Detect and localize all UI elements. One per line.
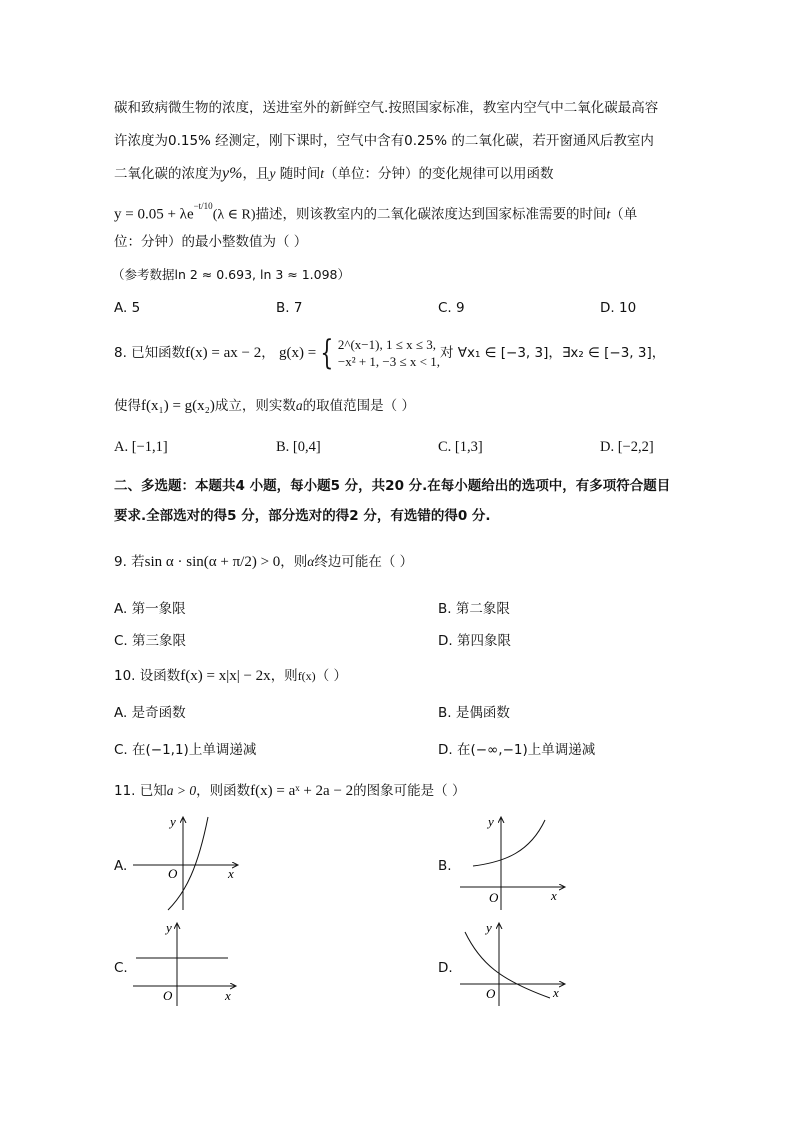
x-label: x xyxy=(225,988,231,1003)
q11-stem: 11. 已知a > 0，则函数f(x) = aˣ + 2a − 2的图象可能是（ ） xyxy=(114,783,466,799)
q7-option-c[interactable]: C. 9 xyxy=(438,300,465,316)
origin-label: O xyxy=(486,986,496,1001)
q11-graph-a[interactable] xyxy=(128,812,248,912)
q9-option-a[interactable]: A. 第一象限 xyxy=(114,601,186,617)
q9-expr: sin α · sin(α + π/2) > 0 xyxy=(144,554,281,570)
q8-option-c[interactable]: C. [1,3] xyxy=(438,439,483,455)
q10-option-b[interactable]: B. 是偶函数 xyxy=(438,705,510,721)
q7-line3: 二氧化碳的浓度为y%，且y 随时间t（单位：分钟）的变化规律可以用函数 xyxy=(114,165,554,182)
x-label: x xyxy=(553,985,559,1000)
origin-label: O xyxy=(489,890,499,905)
q7-y-percent: y% xyxy=(222,165,243,182)
q10-stem: 10. 设函数f(x) = x|x| − 2x，则f(x)（ ） xyxy=(114,668,347,684)
origin-label: O xyxy=(168,866,178,881)
q9-stem: 9. 若sin α · sin(α + π/2) > 0，则α终边可能在（ ） xyxy=(114,554,414,570)
q7-option-a[interactable]: A. 5 xyxy=(114,300,141,316)
q11-f-def: f(x) = aˣ + 2a − 2 xyxy=(250,783,354,799)
q11-option-a-label[interactable]: A. xyxy=(114,858,128,874)
q8-option-b[interactable]: B. [0,4] xyxy=(276,439,321,455)
q7-line5: 位：分钟）的最小整数值为（ ） xyxy=(114,234,308,250)
q8-stem: 8. 已知函数f(x) = ax − 2， g(x) = { 2^(x−1), 1 ≤ x ≤ 3, −x² + 1, −3 ≤ x < 1,对 ∀x₁ ∈ [−3, 3]，∃x₂ ∈ [−3, 3]， xyxy=(114,333,666,373)
q11-option-b-label[interactable]: B. xyxy=(438,858,452,874)
q11-graph-d[interactable] xyxy=(455,918,575,1008)
q7-formula: y = 0.05 + λe xyxy=(114,206,194,223)
q7-line2: 许浓度为0.15% 经测定，刚下课时，空气中含有0.25% 的二氧化碳，若开窗通风后教室内 xyxy=(114,133,654,149)
q11-option-c-label[interactable]: C. xyxy=(114,960,128,976)
q8-eq: f(x₁) = g(x₂) xyxy=(141,398,215,414)
q10-option-c[interactable]: C. 在(−1,1)上单调递减 xyxy=(114,742,257,758)
q8-brace: { xyxy=(320,333,334,373)
y-label: y xyxy=(166,920,172,935)
q8-option-a[interactable]: A. [−1,1] xyxy=(114,439,168,455)
y-label: y xyxy=(170,814,176,829)
q7-formula-exponent: −t/10 xyxy=(193,201,213,211)
curve xyxy=(168,817,208,910)
q8-g-cases: 2^(x−1), 1 ≤ x ≤ 3, −x² + 1, −3 ≤ x < 1, xyxy=(337,337,440,369)
curve xyxy=(473,820,545,866)
q7-line4: $y = 0.05 + \lambda e^{-t/10}(\lambda$ ∈ R)描述，则该教室内的二氧化碳浓度达到国家标准需要的时间t（单 xyxy=(114,201,638,223)
y-label: y xyxy=(488,814,494,829)
q11-option-d-label[interactable]: D. xyxy=(438,960,453,976)
y-label: y xyxy=(486,920,492,935)
q10-f-def: f(x) = x|x| − 2x xyxy=(180,668,271,684)
q8-option-d[interactable]: D. [−2,2] xyxy=(600,439,654,455)
q7-line1: 碳和致病微生物的浓度，送进室外的新鲜空气.按照国家标准，教室内空气中二氧化碳最高容 xyxy=(114,100,659,116)
q8-f-def: f(x) = ax − 2 xyxy=(185,345,262,361)
q10-option-a[interactable]: A. 是奇函数 xyxy=(114,705,186,721)
q9-option-b[interactable]: B. 第二象限 xyxy=(438,601,510,617)
q11-graph-c[interactable] xyxy=(128,918,248,1008)
section2-heading-line2: 要求.全部选对的得5 分，部分选对的得2 分，有选错的得0 分. xyxy=(114,508,491,524)
q7-option-d[interactable]: D. 10 xyxy=(600,300,637,316)
origin-label: O xyxy=(163,988,173,1003)
q9-option-d[interactable]: D. 第四象限 xyxy=(438,633,511,649)
q9-option-c[interactable]: C. 第三象限 xyxy=(114,633,187,649)
x-label: x xyxy=(551,888,557,903)
q11-graph-b[interactable] xyxy=(455,812,575,912)
section2-heading-line1: 二、多选题：本题共4 小题，每小题5 分，共20 分.在每小题给出的选项中，有多项符合题目 xyxy=(114,478,671,494)
q7-option-b[interactable]: B. 7 xyxy=(276,300,303,316)
curve xyxy=(465,932,550,998)
x-label: x xyxy=(228,866,234,881)
q10-option-d[interactable]: D. 在(−∞,−1)上单调递减 xyxy=(438,742,596,758)
q7-reference-data: （参考数据ln 2 ≈ 0.693, ln 3 ≈ 1.098） xyxy=(112,267,351,282)
q8-line2: 使得f(x₁) = g(x₂)成立，则实数a的取值范围是（ ） xyxy=(114,398,415,414)
